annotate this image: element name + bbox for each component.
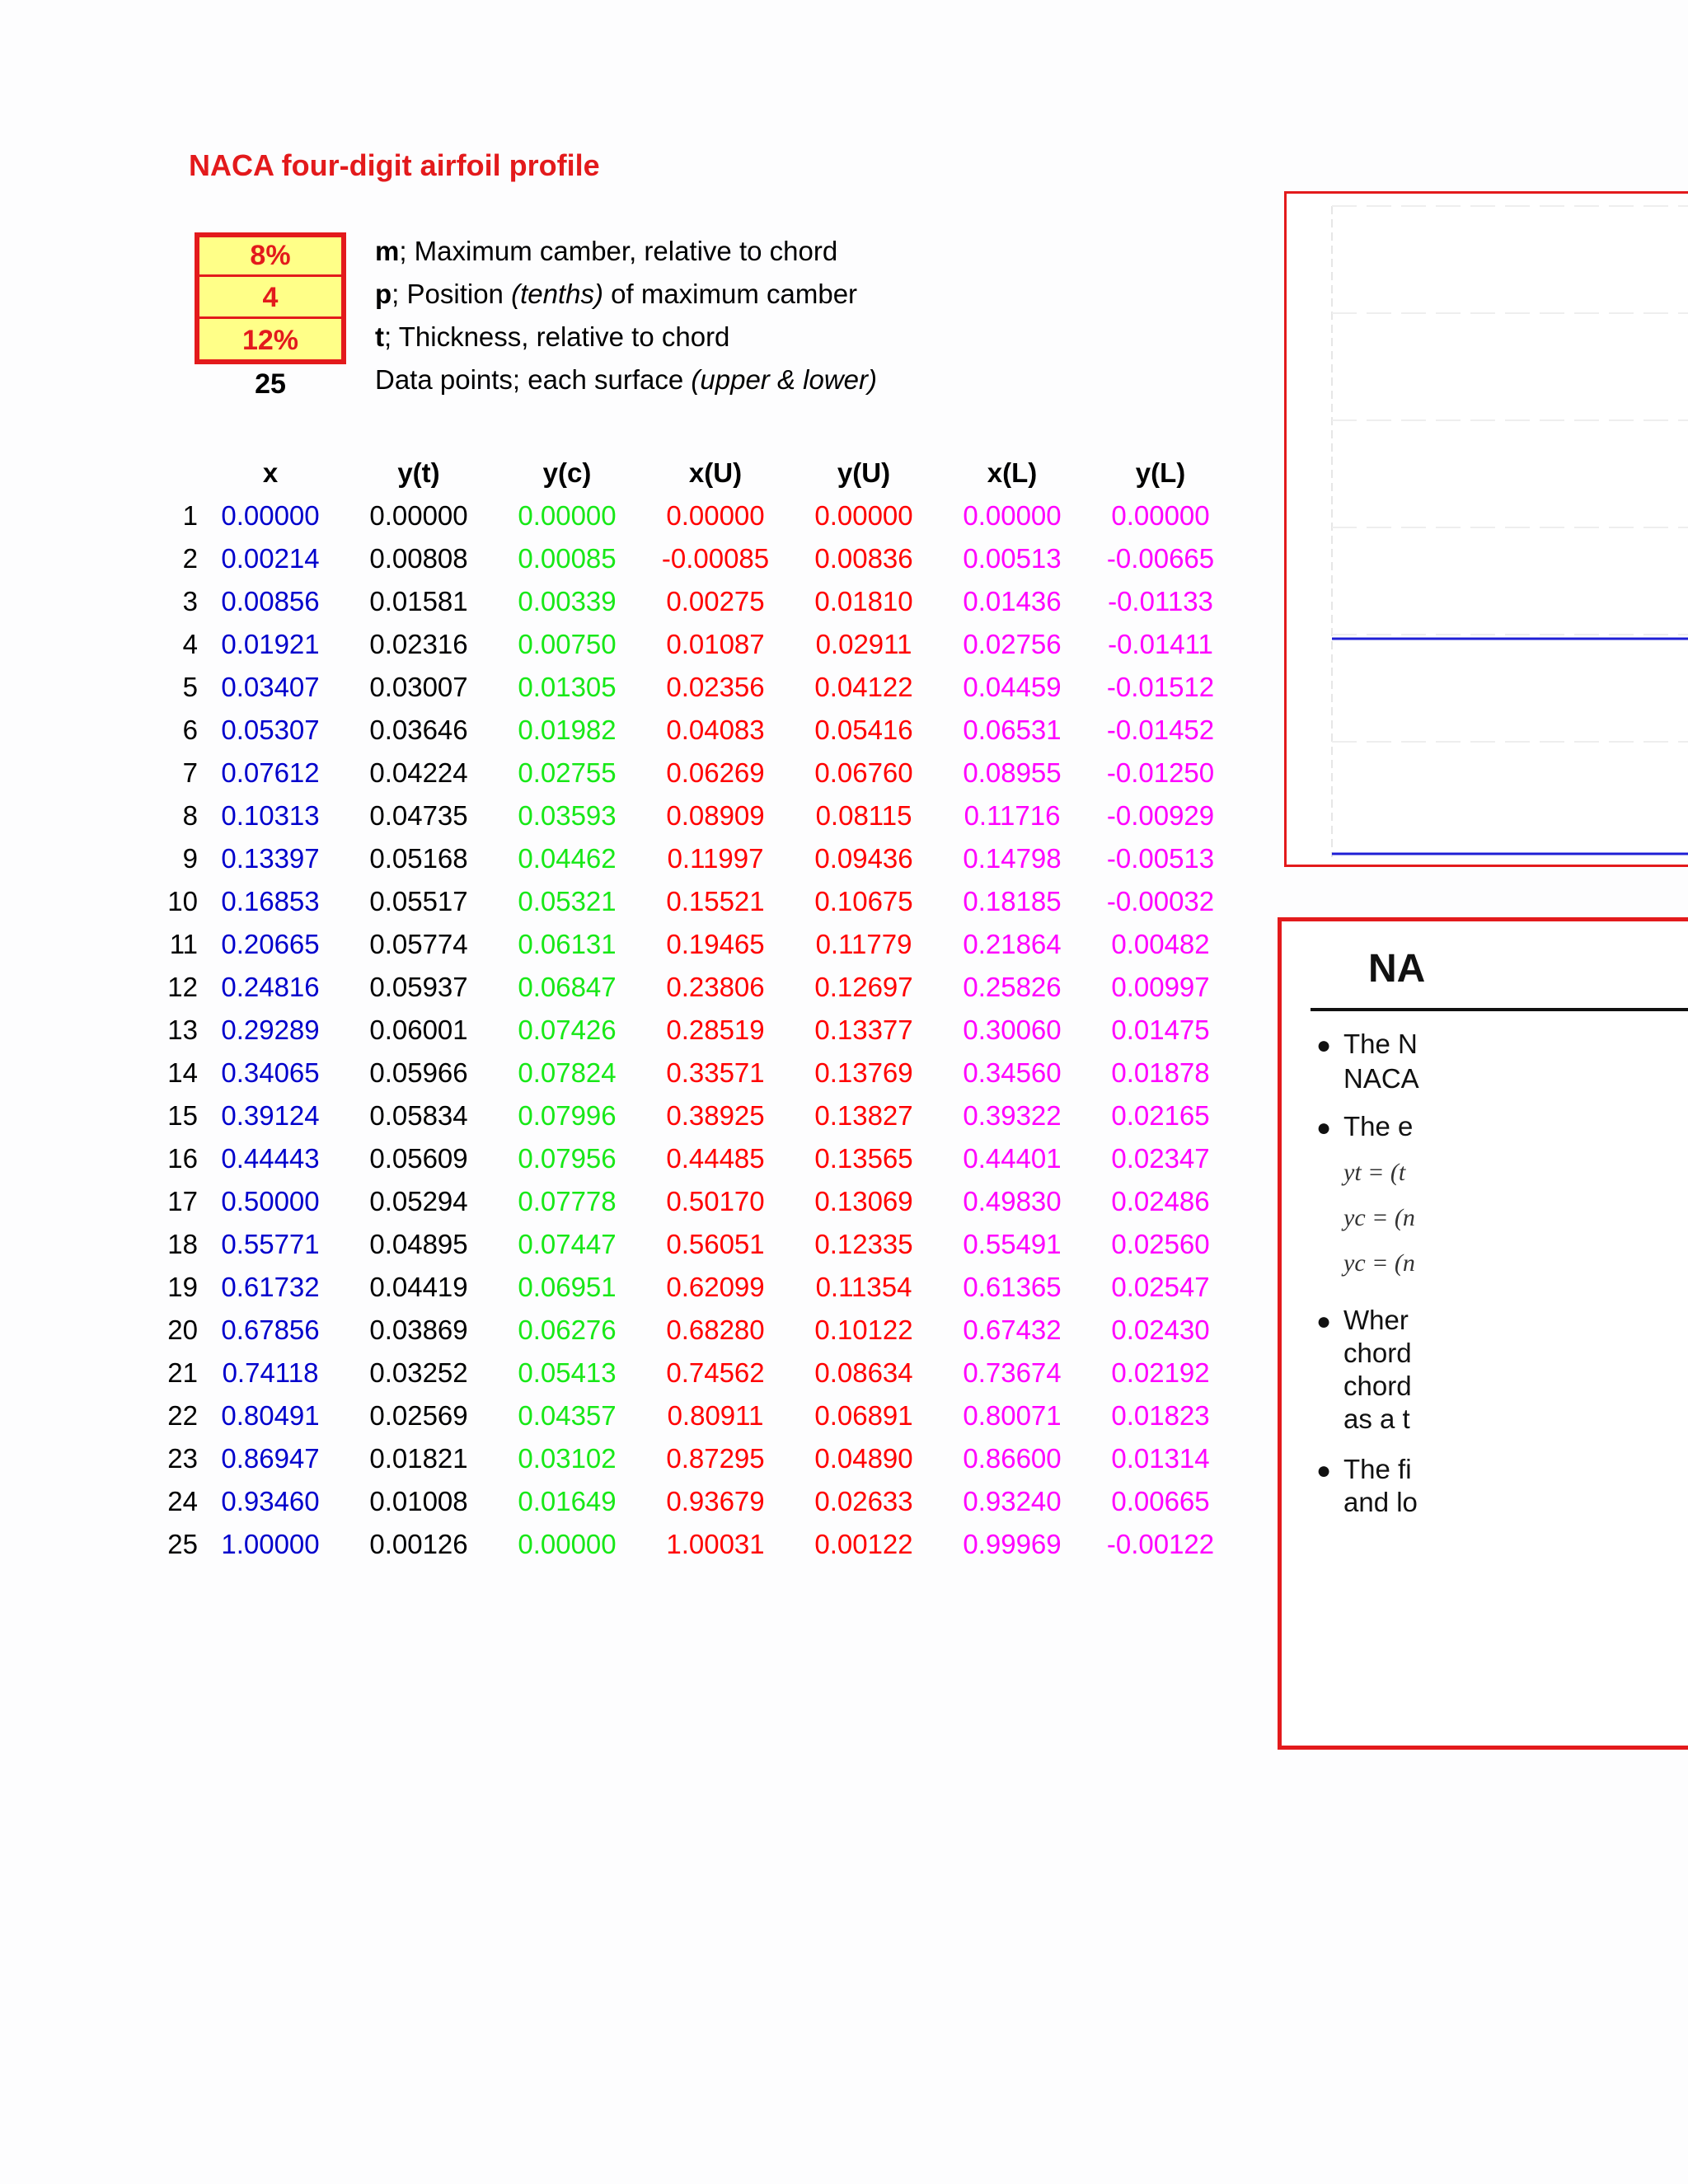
yu-value: 0.13377: [814, 1015, 913, 1045]
yu-value: 0.02911: [815, 629, 912, 659]
yu-value: 0.06891: [814, 1400, 913, 1431]
xu-value: 0.62099: [666, 1272, 765, 1302]
yu-value: 0.12697: [814, 972, 913, 1002]
row-index: 11: [169, 929, 198, 959]
yu-value: 0.05416: [814, 715, 913, 745]
max-camber-label: [375, 236, 837, 267]
bullet-icon: ●: [1316, 1032, 1332, 1059]
xu-value: -0.00085: [661, 543, 770, 574]
table-row: [148, 580, 1245, 623]
yl-value: 0.02486: [1111, 1186, 1210, 1216]
yc-value: 0.00750: [518, 629, 617, 659]
yc-value: 0.06131: [518, 929, 617, 959]
xl-value: 0.30060: [963, 1015, 1062, 1045]
camber-equation: yc = (n: [1343, 1204, 1415, 1231]
table-row: [148, 1052, 1245, 1094]
table-row: [148, 752, 1245, 794]
param-symbol: t: [375, 321, 384, 352]
yc-value: 0.07996: [518, 1100, 617, 1131]
table-row: [148, 623, 1245, 666]
yc-value: 0.03102: [518, 1443, 617, 1474]
note-line: and lo: [1343, 1487, 1418, 1517]
xl-value: 0.34560: [963, 1057, 1062, 1088]
data-points-label: [375, 364, 877, 396]
xl-value: 0.86600: [963, 1443, 1062, 1474]
col-header-yl: y(L): [1135, 457, 1186, 488]
param-text: ; Maximum camber, relative to chord: [399, 236, 838, 266]
yu-value: 0.13069: [814, 1186, 913, 1216]
yl-value: -0.01250: [1106, 757, 1215, 788]
camber-equation: yc = (n: [1343, 1249, 1415, 1277]
xu-value: 0.02356: [666, 672, 765, 702]
yl-value: 0.00665: [1111, 1486, 1210, 1516]
xu-value: 0.87295: [666, 1443, 765, 1474]
col-header-xu: x(U): [688, 457, 743, 488]
yc-value: 0.03593: [518, 800, 617, 831]
table-row: [148, 1352, 1245, 1394]
x-value: 1.00000: [221, 1529, 320, 1559]
notes-divider: [1311, 1008, 1688, 1011]
xu-value: 0.74562: [666, 1357, 765, 1388]
yu-value: 0.00000: [814, 500, 913, 531]
yl-value: -0.01411: [1108, 629, 1213, 659]
yt-value: 0.03007: [369, 672, 468, 702]
xu-value: 0.23806: [666, 972, 765, 1002]
xl-value: 0.55491: [963, 1229, 1062, 1259]
table-row: [148, 1266, 1245, 1309]
x-value: 0.74118: [222, 1357, 319, 1388]
x-value: 0.03407: [221, 672, 320, 702]
camber-position-input[interactable]: 4: [199, 279, 341, 319]
param-symbol: p: [375, 279, 392, 309]
bullet-icon: ●: [1316, 1308, 1332, 1335]
row-index: 9: [182, 843, 198, 874]
xu-value: 0.00000: [666, 500, 765, 531]
xu-value: 0.28519: [666, 1015, 765, 1045]
yl-value: 0.02430: [1111, 1315, 1210, 1345]
yu-value: 0.13565: [814, 1143, 913, 1174]
yc-value: 0.06276: [518, 1315, 617, 1345]
yu-value: 0.04122: [814, 672, 913, 702]
xu-value: 0.19465: [666, 929, 765, 959]
yl-value: 0.02192: [1111, 1357, 1210, 1388]
x-value: 0.20665: [221, 929, 320, 959]
col-header-yt: y(t): [397, 457, 440, 488]
table-row: [148, 1009, 1245, 1052]
yl-value: 0.01475: [1111, 1015, 1210, 1045]
yc-value: 0.00000: [518, 1529, 617, 1559]
yc-value: 0.01649: [518, 1486, 617, 1516]
yt-value: 0.05168: [369, 843, 468, 874]
xu-value: 1.00031: [666, 1529, 765, 1559]
yl-value: 0.02347: [1111, 1143, 1210, 1174]
yt-value: 0.05966: [369, 1057, 468, 1088]
xu-value: 0.80911: [667, 1400, 764, 1431]
xu-value: 0.56051: [666, 1229, 765, 1259]
xl-value: 0.18185: [963, 886, 1062, 916]
yl-value: -0.01452: [1106, 715, 1215, 745]
col-header-yc: y(c): [542, 457, 592, 488]
bullet-icon: ●: [1316, 1114, 1332, 1141]
xl-value: 0.00000: [963, 500, 1062, 531]
param-text: ; Position: [392, 279, 512, 309]
row-index: 23: [167, 1443, 198, 1474]
col-header-xl: x(L): [987, 457, 1038, 488]
xu-value: 0.11997: [667, 843, 764, 874]
x-value: 0.86947: [221, 1443, 320, 1474]
yc-value: 0.05413: [518, 1357, 617, 1388]
yt-value: 0.02316: [369, 629, 468, 659]
row-index: 19: [167, 1272, 198, 1302]
yl-value: -0.01512: [1106, 672, 1215, 702]
table-row: [148, 880, 1245, 923]
bullet-icon: ●: [1316, 1457, 1332, 1484]
yc-value: 0.06847: [518, 972, 617, 1002]
row-index: 2: [182, 543, 198, 574]
table-row: [148, 837, 1245, 880]
xl-value: 0.49830: [963, 1186, 1062, 1216]
note-line: The e: [1343, 1111, 1414, 1141]
row-index: 21: [167, 1357, 198, 1388]
xl-value: 0.04459: [963, 672, 1062, 702]
row-index: 5: [182, 672, 198, 702]
note-line: Wher: [1343, 1305, 1409, 1335]
yl-value: 0.00482: [1111, 929, 1210, 959]
x-value: 0.00214: [221, 543, 320, 574]
xl-value: 0.25826: [963, 972, 1062, 1002]
yl-value: 0.02547: [1111, 1272, 1210, 1302]
table-row: [148, 1523, 1245, 1566]
table-row: [148, 1480, 1245, 1523]
x-value: 0.61732: [221, 1272, 320, 1302]
row-index: 7: [182, 757, 198, 788]
yt-value: 0.04735: [369, 800, 468, 831]
x-value: 0.13397: [221, 843, 320, 874]
x-value: 0.01921: [221, 629, 320, 659]
airfoil-chart-panel[interactable]: [1284, 191, 1688, 867]
row-index: 8: [182, 800, 198, 831]
row-index: 15: [167, 1100, 198, 1131]
row-index: 14: [167, 1057, 198, 1088]
xl-value: 0.80071: [963, 1400, 1062, 1431]
yc-value: 0.04357: [518, 1400, 617, 1431]
yt-value: 0.06001: [369, 1015, 468, 1045]
note-line: The fi: [1343, 1454, 1412, 1484]
table-row: [148, 966, 1245, 1009]
yu-value: 0.09436: [814, 843, 913, 874]
x-value: 0.29289: [221, 1015, 320, 1045]
yu-value: 0.11354: [815, 1272, 912, 1302]
yt-value: 0.00126: [369, 1529, 468, 1559]
yc-value: 0.05321: [518, 886, 617, 916]
note-line: as a t: [1343, 1404, 1410, 1434]
yt-value: 0.05517: [369, 886, 468, 916]
yl-value: 0.02560: [1111, 1229, 1210, 1259]
table-row: [148, 1137, 1245, 1180]
yt-value: 0.05294: [369, 1186, 468, 1216]
yu-value: 0.04890: [814, 1443, 913, 1474]
row-index: 24: [167, 1486, 198, 1516]
xl-value: 0.02756: [963, 629, 1062, 659]
param-italic: (upper & lower): [691, 364, 877, 395]
row-index: 6: [182, 715, 198, 745]
table-row: [148, 1394, 1245, 1437]
page-title: NACA four-digit airfoil profile: [189, 148, 600, 182]
row-index: 12: [167, 972, 198, 1002]
xl-value: 0.00513: [963, 543, 1062, 574]
yu-value: 0.02633: [814, 1486, 913, 1516]
yu-value: 0.11779: [815, 929, 912, 959]
thickness-label: [375, 321, 729, 353]
data-points-value[interactable]: 25: [255, 368, 286, 400]
yc-value: 0.07824: [518, 1057, 617, 1088]
yl-value: 0.01878: [1111, 1057, 1210, 1088]
yc-value: 0.07447: [518, 1229, 617, 1259]
yl-value: 0.01823: [1111, 1400, 1210, 1431]
row-index: 13: [167, 1015, 198, 1045]
x-value: 0.00000: [221, 500, 320, 531]
yu-value: 0.13769: [814, 1057, 913, 1088]
xl-value: 0.14798: [963, 843, 1062, 874]
yl-value: -0.00122: [1106, 1529, 1215, 1559]
xu-value: 0.08909: [666, 800, 765, 831]
xl-value: 0.21864: [963, 929, 1062, 959]
yc-value: 0.00085: [518, 543, 617, 574]
yt-value: 0.03252: [369, 1357, 468, 1388]
yl-value: -0.00929: [1106, 800, 1215, 831]
x-value: 0.55771: [221, 1229, 320, 1259]
yt-value: 0.01821: [369, 1443, 468, 1474]
xu-value: 0.01087: [666, 629, 765, 659]
yl-value: -0.00665: [1106, 543, 1215, 574]
row-index: 20: [167, 1315, 198, 1345]
xl-value: 0.99969: [963, 1529, 1062, 1559]
param-text: ; Thickness, relative to chord: [384, 321, 730, 352]
param-symbol: m: [375, 236, 400, 266]
xu-value: 0.15521: [666, 886, 765, 916]
table-row: [148, 923, 1245, 966]
xl-value: 0.73674: [963, 1357, 1062, 1388]
x-value: 0.44443: [221, 1143, 320, 1174]
xu-value: 0.06269: [666, 757, 765, 788]
yu-value: 0.06760: [814, 757, 913, 788]
yu-value: 0.00836: [814, 543, 913, 574]
yu-value: 0.13827: [814, 1100, 913, 1131]
table-row: [148, 1180, 1245, 1223]
xu-value: 0.33571: [666, 1057, 765, 1088]
xu-value: 0.00275: [666, 586, 765, 616]
yu-value: 0.10122: [814, 1315, 913, 1345]
yc-value: 0.01305: [518, 672, 617, 702]
x-value: 0.34065: [221, 1057, 320, 1088]
row-index: 1: [182, 500, 198, 531]
x-value: 0.05307: [221, 715, 320, 745]
row-index: 22: [167, 1400, 198, 1431]
yu-value: 0.00122: [814, 1529, 913, 1559]
notes-panel: [1278, 917, 1688, 1750]
parameter-input-box: [195, 232, 346, 364]
xu-value: 0.38925: [666, 1100, 765, 1131]
table-row: [148, 494, 1245, 537]
yt-value: 0.03646: [369, 715, 468, 745]
yt-value: 0.00000: [369, 500, 468, 531]
x-value: 0.80491: [221, 1400, 320, 1431]
xl-value: 0.08955: [963, 757, 1062, 788]
yc-value: 0.01982: [518, 715, 617, 745]
table-row: [148, 1223, 1245, 1266]
yc-value: 0.02755: [518, 757, 617, 788]
row-index: 10: [167, 886, 198, 916]
yt-value: 0.04895: [369, 1229, 468, 1259]
thickness-input[interactable]: 12%: [241, 324, 299, 356]
yt-value: 0.04419: [369, 1272, 468, 1302]
x-value: 0.16853: [221, 886, 320, 916]
xl-value: 0.44401: [963, 1143, 1062, 1174]
table-row: [148, 1094, 1245, 1137]
xl-value: 0.39322: [963, 1100, 1062, 1131]
yc-value: 0.07956: [518, 1143, 617, 1174]
row-index: 3: [182, 586, 198, 616]
xl-value: 0.67432: [963, 1315, 1062, 1345]
thickness-equation: yt = (t: [1343, 1159, 1406, 1186]
yl-value: 0.00997: [1111, 972, 1210, 1002]
x-value: 0.07612: [221, 757, 320, 788]
x-value: 0.50000: [221, 1186, 320, 1216]
yc-value: 0.04462: [518, 843, 617, 874]
note-line: chord: [1343, 1371, 1412, 1401]
x-value: 0.24816: [221, 972, 320, 1002]
yu-value: 0.08115: [815, 800, 912, 831]
yt-value: 0.05834: [369, 1100, 468, 1131]
yc-value: 0.00000: [518, 500, 617, 531]
x-value: 0.93460: [221, 1486, 320, 1516]
col-header-x: x: [262, 457, 279, 488]
xl-value: 0.93240: [963, 1486, 1062, 1516]
row-index: 4: [182, 629, 198, 659]
param-italic: (tenths): [511, 279, 603, 309]
yt-value: 0.05609: [369, 1143, 468, 1174]
param-text: Data points; each surface: [375, 364, 692, 395]
yc-value: 0.00339: [518, 586, 617, 616]
row-index: 16: [167, 1143, 198, 1174]
yt-value: 0.02569: [369, 1400, 468, 1431]
yu-value: 0.01810: [814, 586, 913, 616]
yt-value: 0.05774: [369, 929, 468, 959]
yl-value: 0.00000: [1111, 500, 1210, 531]
notes-title: NA: [1368, 947, 1426, 991]
table-header-row: [148, 452, 1245, 494]
airfoil-chart: [1287, 194, 1688, 867]
max-camber-input[interactable]: 8%: [199, 237, 341, 277]
note-line: NACA: [1343, 1063, 1419, 1094]
yl-value: -0.00032: [1106, 886, 1215, 916]
x-value: 0.00856: [221, 586, 320, 616]
note-line: chord: [1343, 1338, 1412, 1368]
table-row: [148, 537, 1245, 580]
yt-value: 0.05937: [369, 972, 468, 1002]
row-index: 25: [167, 1529, 198, 1559]
yc-value: 0.07778: [518, 1186, 617, 1216]
table-row: [148, 1309, 1245, 1352]
xu-value: 0.68280: [666, 1315, 765, 1345]
xl-value: 0.01436: [963, 586, 1062, 616]
x-value: 0.67856: [221, 1315, 320, 1345]
x-value: 0.39124: [221, 1100, 320, 1131]
xu-value: 0.50170: [666, 1186, 765, 1216]
yt-value: 0.00808: [369, 543, 468, 574]
table-row: [148, 794, 1245, 837]
yl-value: 0.02165: [1111, 1100, 1210, 1131]
yt-value: 0.01581: [369, 586, 468, 616]
x-value: 0.10313: [221, 800, 320, 831]
yl-value: 0.01314: [1111, 1443, 1210, 1474]
yt-value: 0.03869: [369, 1315, 468, 1345]
yl-value: -0.00513: [1106, 843, 1215, 874]
yt-value: 0.01008: [369, 1486, 468, 1516]
yc-value: 0.07426: [518, 1015, 617, 1045]
table-row: [148, 1437, 1245, 1480]
table-row: [148, 709, 1245, 752]
xl-value: 0.06531: [963, 715, 1062, 745]
yu-value: 0.08634: [814, 1357, 913, 1388]
yu-value: 0.10675: [814, 886, 913, 916]
xu-value: 0.04083: [666, 715, 765, 745]
row-index: 18: [167, 1229, 198, 1259]
xu-value: 0.93679: [666, 1486, 765, 1516]
col-header-yu: y(U): [837, 457, 891, 488]
row-index: 17: [167, 1186, 198, 1216]
yl-value: -0.01133: [1108, 586, 1213, 616]
table-row: [148, 666, 1245, 709]
param-tail: of maximum camber: [603, 279, 858, 309]
xu-value: 0.44485: [666, 1143, 765, 1174]
note-line: The N: [1343, 1029, 1418, 1059]
yc-value: 0.06951: [518, 1272, 617, 1302]
yu-value: 0.12335: [814, 1229, 913, 1259]
xl-value: 0.61365: [963, 1272, 1062, 1302]
xl-value: 0.11716: [964, 800, 1061, 831]
yt-value: 0.04224: [369, 757, 468, 788]
camber-position-label: [375, 279, 857, 310]
